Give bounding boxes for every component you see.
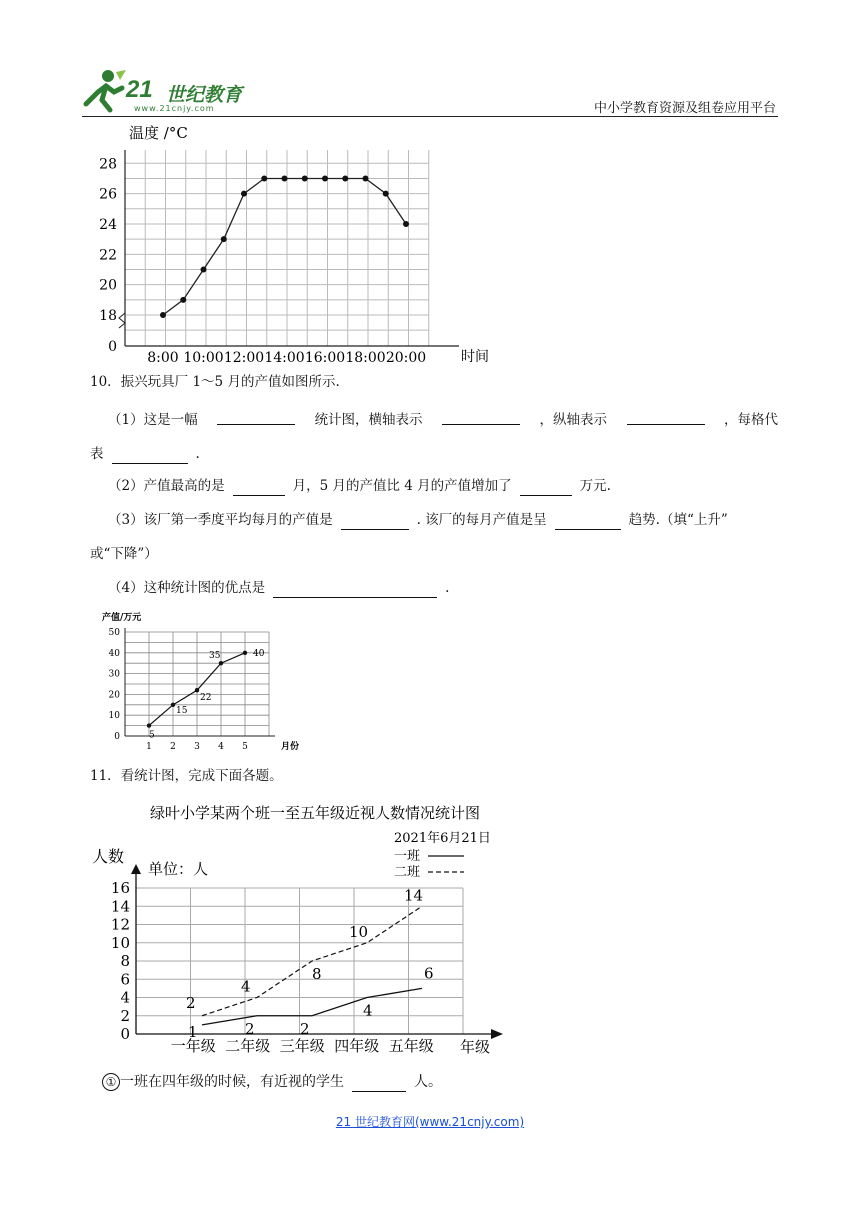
data-point xyxy=(171,703,175,707)
x-axis-label: 月份 xyxy=(281,742,300,752)
q10-p2a: （2）产值最高的是 xyxy=(108,478,225,494)
x-tick-label: 一年级 xyxy=(170,1037,216,1055)
q10-part1-line2 xyxy=(90,444,200,464)
y-tick-label: 12 xyxy=(110,915,130,934)
q11-sub1-end: 人。 xyxy=(414,1074,442,1090)
legend-label-class2: 二班 xyxy=(394,865,421,880)
data-point xyxy=(219,661,223,665)
q10-p1f: . xyxy=(195,446,200,462)
x-tick-label: 12:00 xyxy=(223,350,265,366)
x-tick-label: 8:00 xyxy=(147,350,179,366)
class1-data-label: 2 xyxy=(245,1019,255,1038)
class1-data-label: 6 xyxy=(424,964,434,983)
header-divider xyxy=(82,116,778,117)
x-tick-label: 三年级 xyxy=(279,1037,325,1055)
q10-p3b: . 该厂的每月产值是呈 xyxy=(416,512,547,528)
q10-blank-highest-month[interactable] xyxy=(233,481,285,496)
x-tick-label: 4 xyxy=(218,742,224,752)
q10-p3d: 或“下降”） xyxy=(90,546,158,562)
q10-blank-grid-unit[interactable] xyxy=(112,449,188,464)
data-point xyxy=(363,175,369,181)
data-label: 15 xyxy=(176,705,188,716)
chart-title: 绿叶小学某两个班一至五年级近视人数情况统计图 xyxy=(150,804,481,822)
x-axis-label: 年级 xyxy=(460,1038,491,1056)
q10-part4 xyxy=(108,578,449,598)
q10-p2c: 万元. xyxy=(579,478,611,494)
y-tick-label: 16 xyxy=(110,879,130,897)
q11-sub1-number: ① xyxy=(102,1073,120,1091)
y-tick-label: 0 xyxy=(114,732,120,742)
q10-blank-x-axis[interactable] xyxy=(442,410,520,425)
q11-sub1 xyxy=(102,1072,442,1092)
data-point xyxy=(243,651,247,655)
x-tick-label: 五年级 xyxy=(388,1037,434,1055)
q10-part1-line1 xyxy=(108,410,778,430)
data-point xyxy=(403,221,409,227)
y-tick-label: 8 xyxy=(120,952,130,970)
data-point xyxy=(147,723,151,727)
q10-blank-advantage[interactable] xyxy=(273,583,437,598)
q10-blank-increase[interactable] xyxy=(520,481,572,496)
runner-logo-icon xyxy=(80,66,128,114)
data-label: 40 xyxy=(253,648,265,659)
chart-date: 2021年6月21日 xyxy=(394,831,491,846)
class1-data-label: 4 xyxy=(363,1001,373,1020)
x-tick-label: 18:00 xyxy=(345,350,386,366)
q10-blank-trend[interactable] xyxy=(555,515,621,530)
q10-blank-average[interactable] xyxy=(341,515,409,530)
x-tick-label: 四年级 xyxy=(334,1037,380,1055)
y-tick-label: 28 xyxy=(99,156,117,173)
q10-p1d: ，每格代 xyxy=(724,412,778,428)
class1-data-label: 1 xyxy=(188,1022,198,1041)
x-tick-label: 2 xyxy=(170,742,176,752)
q10-p3a: （3）该厂第一季度平均每月的产值是 xyxy=(108,512,333,528)
unit-label: 单位：人 xyxy=(148,860,209,878)
data-point xyxy=(180,297,186,303)
data-point xyxy=(383,191,389,197)
q10-p3c: 趋势.（填“上升” xyxy=(628,512,728,528)
y-axis-label: 人数 xyxy=(92,847,125,866)
y-tick-label: 6 xyxy=(120,970,130,989)
x-tick-label: 3 xyxy=(194,742,200,752)
y-tick-label: 26 xyxy=(99,186,117,203)
q10-part2 xyxy=(108,476,611,496)
data-point xyxy=(322,175,328,181)
y-tick-label: 18 xyxy=(99,308,117,324)
axis-break-icon xyxy=(119,313,125,328)
x-tick-label: 16:00 xyxy=(304,350,346,366)
header-right-text: 中小学教育资源及组卷应用平台 xyxy=(593,101,776,116)
x-tick-label: 14:00 xyxy=(264,350,305,366)
data-point xyxy=(261,175,267,181)
y-axis-label: 温度 /°C xyxy=(129,124,188,142)
x-tick-label: 5 xyxy=(242,742,248,752)
y-tick-label: 24 xyxy=(99,216,117,233)
temperature-line-chart xyxy=(99,118,489,368)
y-tick-label: 20 xyxy=(99,277,117,294)
logo-number: 21 xyxy=(126,76,153,103)
q10-part3-line1 xyxy=(108,510,728,530)
temperature-series-line xyxy=(163,178,406,315)
myopia-line-chart xyxy=(88,796,508,1058)
y-axis-arrow-icon xyxy=(131,864,141,874)
data-label: 5 xyxy=(149,730,155,741)
y-tick-label: 10 xyxy=(110,933,130,952)
data-point xyxy=(241,191,247,197)
x-tick-label: 1 xyxy=(146,742,152,752)
q11-sub1-text: 一班在四年级的时候，有近视的学生 xyxy=(120,1074,344,1090)
x-tick-label: 10:00 xyxy=(183,350,224,366)
logo-text: 世纪教育 xyxy=(166,84,243,106)
class1-series-line xyxy=(202,988,422,1025)
q10-p4b: . xyxy=(445,580,450,596)
data-point xyxy=(195,688,199,692)
data-point xyxy=(221,236,227,242)
legend-label-class1: 一班 xyxy=(394,849,421,864)
y-tick-label: 0 xyxy=(108,339,117,355)
footer-link[interactable]: 21 世纪教育网(www.21cnjy.com) xyxy=(335,1115,525,1129)
data-point xyxy=(302,175,308,181)
y-tick-label: 0 xyxy=(120,1025,130,1043)
data-point xyxy=(282,175,288,181)
q10-blank-chart-type[interactable] xyxy=(217,410,295,425)
y-tick-label: 30 xyxy=(108,669,120,680)
class2-data-label: 14 xyxy=(404,886,424,905)
data-label: 35 xyxy=(209,651,221,662)
class2-data-label: 8 xyxy=(312,965,322,983)
y-tick-label: 20 xyxy=(108,690,120,701)
q10-blank-y-axis[interactable] xyxy=(627,410,705,425)
q10-p2b: 月，5 月的产值比 4 月的产值增加了 xyxy=(292,478,512,494)
q10-p4a: （4）这种统计图的优点是 xyxy=(108,580,266,596)
q11-title: 11．看统计图，完成下面各题。 xyxy=(90,768,283,784)
q11-blank-grade4[interactable] xyxy=(352,1077,406,1092)
y-tick-label: 50 xyxy=(108,628,120,638)
data-label: 22 xyxy=(200,693,212,704)
y-tick-label: 14 xyxy=(110,897,130,916)
x-tick-label: 20:00 xyxy=(385,350,427,366)
y-tick-label: 10 xyxy=(108,711,120,722)
class1-data-label: 2 xyxy=(300,1019,310,1038)
class2-data-label: 4 xyxy=(241,977,251,996)
data-point xyxy=(160,312,166,318)
y-tick-label: 2 xyxy=(120,1006,130,1025)
data-point xyxy=(201,266,207,272)
class2-data-label: 10 xyxy=(349,922,369,941)
class2-data-label: 2 xyxy=(186,993,196,1012)
logo-url: www.21cnjy.com xyxy=(134,104,215,113)
q10-p1b: 统计图，横轴表示 xyxy=(314,412,423,428)
y-tick-label: 40 xyxy=(108,648,120,659)
q10-p1c: ，纵轴表示 xyxy=(539,412,608,428)
q10-p1e: 表 xyxy=(90,446,104,462)
data-point xyxy=(342,175,348,181)
q10-p1a: （1）这是一幅 xyxy=(108,412,198,428)
y-axis-label: 产值/万元 xyxy=(102,613,142,623)
q10-title: 10．振兴玩具厂 1～5 月的产值如图所示. xyxy=(90,374,340,390)
output-value-line-chart xyxy=(100,604,300,752)
x-axis-arrow-icon xyxy=(491,1029,503,1039)
x-axis-label: 时间 xyxy=(461,349,489,365)
y-tick-label: 22 xyxy=(99,247,117,264)
y-tick-label: 4 xyxy=(120,988,130,1007)
x-tick-label: 二年级 xyxy=(225,1037,271,1055)
